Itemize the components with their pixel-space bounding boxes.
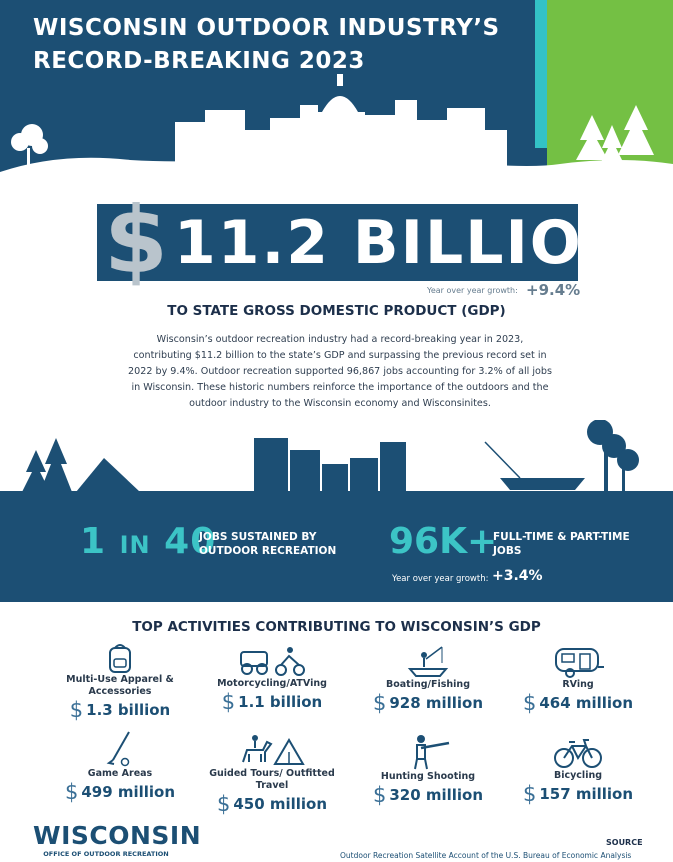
landscape-silhouette [0, 420, 673, 495]
activity-value-text: 157 million [539, 785, 634, 803]
dollar-sign-icon: $ [522, 782, 537, 806]
activity-item [197, 732, 347, 816]
activity-item [353, 645, 503, 715]
activity-name: Motorcycling/ATVing [217, 678, 327, 689]
building-icon [322, 464, 348, 492]
activity-value [197, 690, 347, 714]
bicycle-icon [553, 736, 603, 770]
activity-value-text: 499 million [81, 783, 176, 801]
wisconsin-logo: WISCONSIN [33, 821, 202, 850]
building-icon [380, 442, 406, 492]
tent-icon [76, 458, 140, 492]
activity-value-text: 928 million [389, 694, 484, 712]
atv-icon [237, 644, 307, 678]
activity-value [197, 792, 347, 816]
gdp-description: Wisconsin’s outdoor recreation industry had a record-breaking year in 2023, contributing $11.2 billion to the state’s GDP and surpassing the previous record set in 2022 by 9.4%. Outdoor recreation supported 96,867 jobs accounting for 3.2% of all jobs in Wisconsin. These historic numbers reinforce the importance of the outdoors and the outdoor industry to the Wisconsin economy and Wisconsinites. [128, 334, 552, 409]
activity-value-text: 1.3 billion [86, 701, 171, 719]
tree-icon [11, 124, 48, 168]
activity-value [45, 698, 195, 722]
office-of-outdoor-recreation-label: OFFICE OF OUTDOOR RECREATION [43, 850, 169, 858]
pine-tree-icon [40, 438, 72, 492]
jobs-growth-value: +3.4% [492, 568, 543, 584]
source-text: Outdoor Recreation Satellite Account of the U.S. Bureau of Economic Analysis [340, 851, 632, 860]
dollar-sign-icon: $ [104, 187, 169, 294]
activity-item [503, 736, 653, 806]
dollar-sign-icon: $ [221, 690, 236, 714]
activity-value-text: 464 million [539, 694, 634, 712]
activity-name: Multi-Use Apparel & Accessories [66, 674, 174, 697]
activity-name: Bicycling [553, 770, 603, 781]
dollar-sign-icon: $ [372, 783, 387, 807]
activity-value [353, 783, 503, 807]
gdp-value: 11.2 BILLION [174, 208, 635, 278]
activities-title: TOP ACTIVITIES CONTRIBUTING TO WISCONSIN’S GDP [132, 619, 541, 635]
pine-trees-icon [576, 105, 654, 168]
activity-value-text: 320 million [389, 786, 484, 804]
boat-icon [406, 645, 450, 679]
activity-value [503, 691, 653, 715]
jobs-total: 96K+ [389, 521, 498, 562]
canoe-icon [500, 478, 585, 490]
hunter-icon [403, 733, 453, 771]
activity-item [197, 644, 347, 714]
title-line-1: WISCONSIN OUTDOOR INDUSTRY’S [33, 15, 500, 41]
fishing-line [485, 442, 520, 478]
activity-name: Boating/Fishing [386, 679, 470, 690]
activity-name: Game Areas [87, 768, 153, 779]
jobs-ratio-a: 1 [80, 521, 107, 562]
activity-value-text: 1.1 billion [238, 693, 323, 711]
gdp-growth-label: Year over year growth: [427, 286, 518, 295]
source-label: SOURCE [606, 838, 643, 847]
rv-icon [550, 645, 606, 679]
activity-value [353, 691, 503, 715]
dollar-sign-icon: $ [69, 698, 84, 722]
jobs-growth-label: Year over year growth: [392, 574, 489, 584]
dollar-sign-icon: $ [522, 691, 537, 715]
dollar-sign-icon: $ [372, 691, 387, 715]
building-icon [350, 458, 378, 492]
jobs-ratio-label: JOBS SUSTAINED BY OUTDOOR RECREATION [199, 531, 337, 557]
backpack-icon [105, 642, 135, 674]
title-line-2: RECORD-BREAKING 2023 [33, 48, 365, 74]
gdp-subtitle: TO STATE GROSS DOMESTIC PRODUCT (GDP) [167, 303, 506, 319]
activity-item [353, 733, 503, 807]
jobs-total-label: FULL-TIME & PART-TIME JOBS [493, 531, 630, 557]
building-icon [290, 450, 320, 492]
horse-tent-icon [239, 732, 305, 768]
golf-icon [105, 730, 135, 768]
activity-name: Guided Tours/ Outfitted Travel [209, 768, 335, 791]
activity-item [503, 645, 653, 715]
snow-hills [0, 151, 673, 210]
capitol-skyline-illustration [0, 60, 673, 210]
activity-value-text: 450 million [233, 795, 328, 813]
jobs-ratio [80, 521, 216, 562]
jobs-ratio-in: IN [119, 531, 151, 559]
building-icon [254, 438, 288, 492]
gdp-growth-value: +9.4% [526, 281, 581, 299]
activity-name: RVing [562, 679, 594, 690]
activity-value [503, 782, 653, 806]
activity-name: Hunting Shooting [380, 771, 476, 782]
dollar-sign-icon: $ [64, 780, 79, 804]
activity-value [45, 780, 195, 804]
activity-item [45, 642, 195, 722]
jobs-ratio-b: 40 [164, 521, 217, 562]
activity-item [45, 730, 195, 804]
dollar-sign-icon: $ [216, 792, 231, 816]
